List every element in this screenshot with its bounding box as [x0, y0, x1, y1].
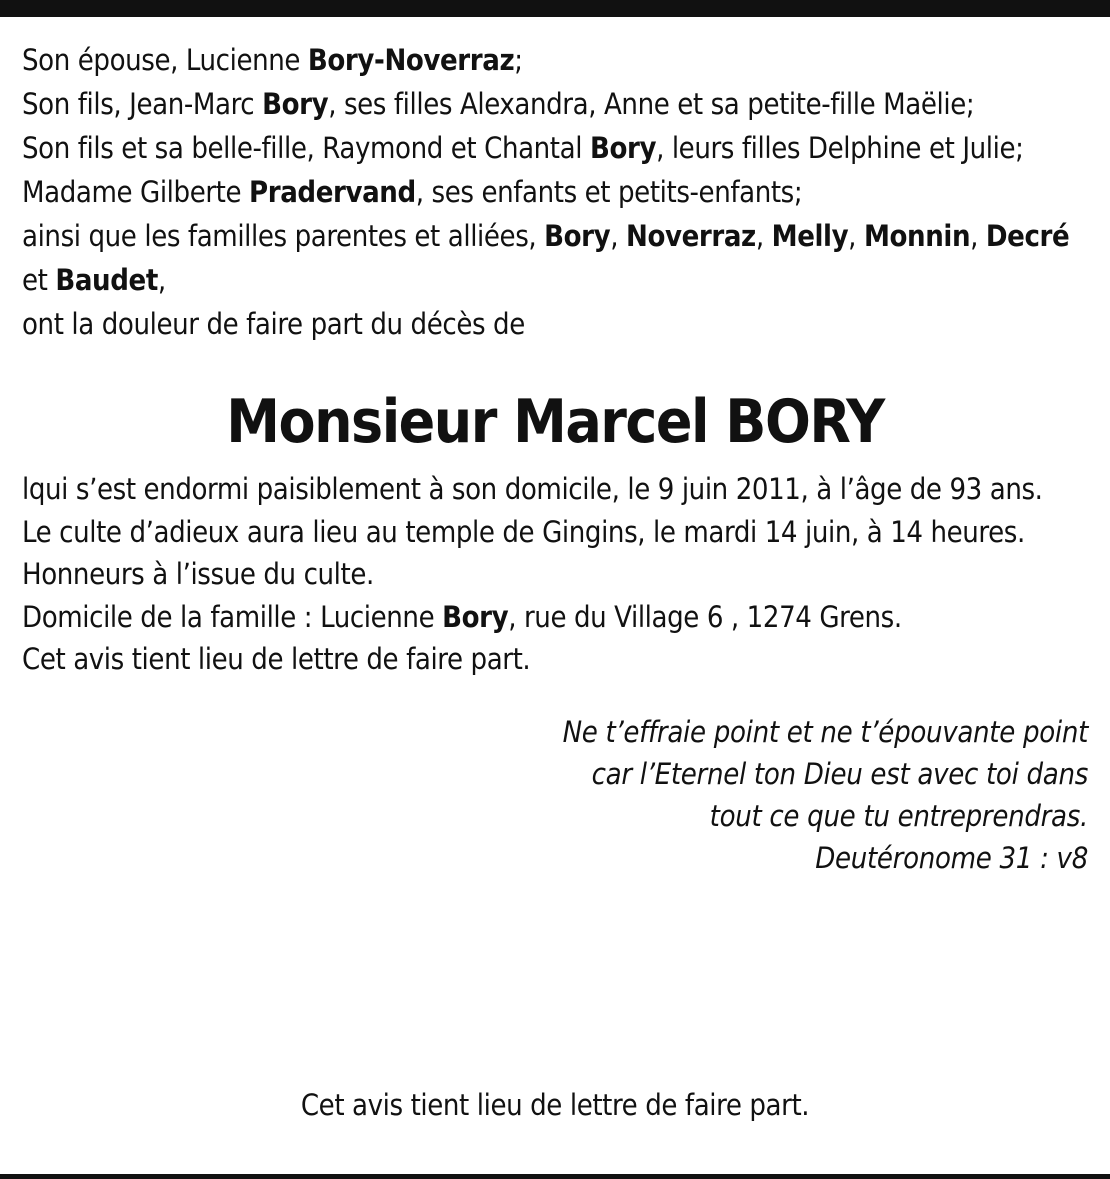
obituary-content — [22, 38, 1088, 879]
obituary-body — [22, 468, 1088, 681]
closing-statement: Cet avis tient lieu de lettre de faire part. — [300, 1088, 810, 1122]
family-text: , ses filles Alexandra, Anne et sa petite-fille Maëlie; — [328, 87, 975, 121]
family-text: , leurs filles Delphine et Julie; — [656, 131, 1024, 165]
family-text: Son épouse, Lucienne — [22, 43, 308, 77]
family-text: ainsi que les familles parentes et alliées, — [22, 219, 545, 253]
family-text: , — [755, 219, 772, 253]
family-surname: Decré — [985, 219, 1070, 253]
family-line — [22, 126, 1088, 170]
honours-note: Honneurs à l’issue du culte. — [22, 557, 374, 591]
family-text: ; — [514, 43, 523, 77]
family-text: , — [848, 219, 864, 253]
domicile-prefix: Domicile de la famille : Lucienne — [22, 599, 443, 634]
deceased-name-title: Monsieur Marcel BORY — [226, 387, 884, 457]
family-domicile — [22, 596, 1088, 639]
notice-statement: Cet avis tient lieu de lettre de faire part. — [22, 642, 531, 676]
family-line — [22, 38, 1088, 82]
family-text: , — [157, 263, 166, 297]
family-text: et — [22, 263, 56, 297]
family-text: Madame Gilberte — [22, 175, 250, 209]
family-text: , ses enfants et petits-enfants; — [415, 175, 803, 209]
family-surname: Bory — [589, 131, 657, 165]
family-line — [22, 302, 1088, 346]
quote-reference: Deutéronome 31 : v8 — [815, 840, 1088, 875]
service-details: Le culte d’adieux aura lieu au temple de Gingins, le mardi 14 juin, à 14 heures. — [22, 514, 1025, 549]
bible-quote — [22, 711, 1088, 879]
family-text: , — [970, 219, 986, 253]
family-announcement — [22, 38, 1088, 346]
family-surname: Pradervand — [249, 175, 416, 209]
top-rule — [0, 0, 1110, 17]
family-surname: Bory-Noverraz — [307, 43, 515, 77]
death-details: lqui s’est endormi paisiblement à son domicile, le 9 juin 2011, à l’âge de 93 ans. — [22, 472, 1043, 506]
domicile-address: , rue du Village 6 , 1274 Grens. — [508, 599, 902, 634]
family-line — [22, 170, 1088, 214]
domicile-name: Bory — [442, 599, 509, 634]
family-text: , — [610, 219, 627, 253]
family-text: Son fils et sa belle-fille, Raymond et Chantal — [22, 131, 590, 165]
bottom-rule — [0, 1174, 1110, 1179]
family-surname: Noverraz — [626, 219, 756, 253]
family-surname: Baudet — [55, 263, 158, 297]
family-line — [22, 214, 1088, 302]
quote-line: car l’Eternel ton Dieu est avec toi dans — [591, 756, 1088, 791]
family-surname: Bory — [544, 219, 611, 253]
family-line — [22, 82, 1088, 126]
family-surname: Bory — [262, 87, 329, 121]
family-text: Son fils, Jean-Marc — [22, 87, 263, 121]
family-surname: Melly — [771, 219, 849, 253]
quote-line: Ne t’effraie point et ne t’épouvante point — [562, 714, 1088, 749]
family-surname: Monnin — [863, 219, 971, 253]
quote-line: tout ce que tu entreprendras. — [709, 798, 1088, 833]
family-text: ont la douleur de faire part du décès de — [22, 307, 525, 341]
